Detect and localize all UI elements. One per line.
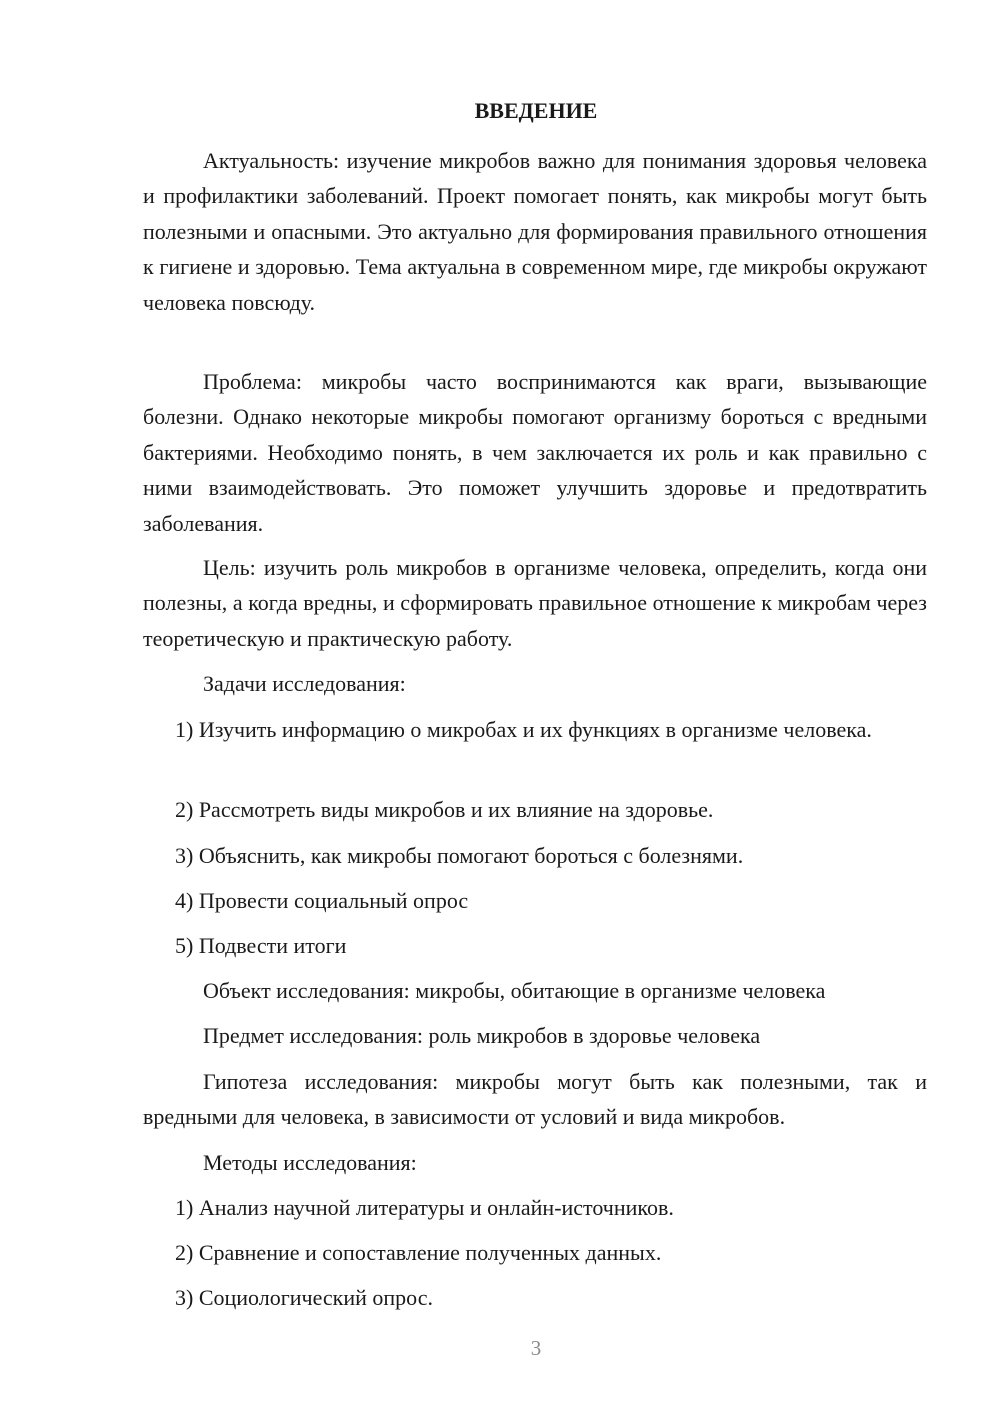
- hypothesis-paragraph: [143, 1064, 927, 1135]
- task-item-4: 4) Провести социальный опрос: [175, 888, 469, 913]
- problem-text: Проблема: микробы часто воспринимаются как враги, вызывающие болезни. Однако некоторые микробы помогают организму бороться с вредными бактериями. Необходимо понять, в чем заключается их роль и как правильно с ними взаимодействовать. Это поможет улучшить здоровье и предотвратить заболевания.: [143, 369, 927, 536]
- method-item-3: 3) Социологический опрос.: [175, 1285, 433, 1310]
- tasks-heading: Задачи исследования:: [203, 671, 406, 696]
- task-item-3: 3) Объяснить, как микробы помогают бороться с болезнями.: [175, 843, 744, 868]
- research-subject: Предмет исследования: роль микробов в здоровье человека: [203, 1023, 761, 1048]
- task-item-2: 2) Рассмотреть виды микробов и их влияние на здоровье.: [175, 797, 714, 822]
- hypothesis-text: Гипотеза исследования: микробы могут быть как полезными, так и вредными для человека, в зависимости от условий и вида микробов.: [143, 1069, 927, 1130]
- section-title: ВВЕДЕНИЕ: [474, 98, 598, 123]
- method-item-2: 2) Сравнение и сопоставление полученных данных.: [175, 1240, 662, 1265]
- goal-paragraph: [143, 550, 927, 656]
- problem-paragraph: [143, 364, 927, 541]
- research-object: Объект исследования: микробы, обитающие в организме человека: [203, 978, 826, 1003]
- task-item-1: 1) Изучить информацию о микробах и их функциях в организме человека.: [175, 717, 872, 742]
- method-item-1: 1) Анализ научной литературы и онлайн-источников.: [175, 1195, 674, 1220]
- task-item-5: 5) Подвести итоги: [175, 933, 347, 958]
- relevance-text: Актуальность: изучение микробов важно для понимания здоровья человека и профилактики заболеваний. Проект помогает понять, как микробы могут быть полезными и опасными. Это актуально для формирования правильного отношения к гигиене и здоровью. Тема актуальна в современном мире, где микробы окружают человека повсюду.: [143, 148, 927, 315]
- goal-text: Цель: изучить роль микробов в организме человека, определить, когда они полезны, а когда вредны, и сформировать правильное отношение к микробам через теоретическую и практическую работу.: [143, 555, 927, 651]
- relevance-paragraph: [143, 143, 927, 320]
- page-number: 3: [530, 1336, 542, 1360]
- methods-heading: Методы исследования:: [203, 1150, 417, 1175]
